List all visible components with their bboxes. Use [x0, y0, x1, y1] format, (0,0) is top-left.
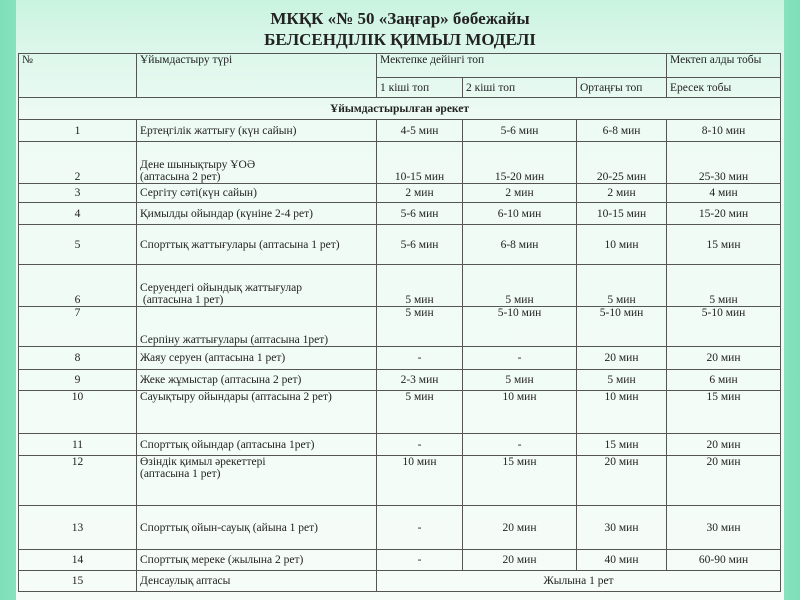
row-number: 11: [19, 434, 137, 456]
row-value-group-2: -: [463, 347, 577, 370]
header-number: №: [19, 54, 137, 98]
table-row: [19, 506, 781, 550]
row-number: 1: [19, 120, 137, 142]
header-group-4: Ересек тобы: [667, 78, 781, 98]
row-value-group-4: 30 мин: [667, 506, 781, 550]
row-value-group-4: 20 мин: [667, 456, 781, 506]
row-value-group-1: -: [377, 506, 463, 550]
row-value-group-1: 10 мин: [377, 456, 463, 506]
row-activity-line-1: Дене шынықтыру ҰОӘ: [140, 159, 256, 171]
row-value-group-4: 4 мин: [667, 184, 781, 203]
row-number: 4: [19, 203, 137, 225]
row-activity: [137, 370, 377, 391]
header-preschool: Мектепке дейінгі топ: [377, 54, 667, 78]
row-value-group-2: 20 мин: [463, 550, 577, 571]
row-value-group-4: 25-30 мин: [667, 142, 781, 184]
row-value-group-3: 10 мин: [577, 225, 667, 265]
row-value-group-3: 20 мин: [577, 347, 667, 370]
row-activity: Денсаулық аптасы: [137, 571, 377, 592]
row-value-group-3: 5 мин: [577, 265, 667, 307]
table-row: [19, 120, 781, 142]
header-group-3: Ортаңғы топ: [577, 78, 667, 98]
row-activity: [137, 434, 377, 456]
row-value-group-4: 8-10 мин: [667, 120, 781, 142]
table-row: [19, 456, 781, 506]
row-activity-line-1: Серпіну жаттығулары (аптасына 1рет): [140, 334, 329, 346]
row-activity: [137, 391, 377, 434]
row-value-group-4: 15 мин: [667, 391, 781, 434]
row-value-group-4: 20 мин: [667, 434, 781, 456]
row-number: 15: [19, 571, 137, 592]
row-activity-line-1: Өзіндік қимыл әрекеттері: [140, 456, 266, 468]
row-value-group-3: 10 мин: [577, 391, 667, 434]
row-activity-line-1: Ертеңгілік жаттығу (күн сайын): [140, 124, 297, 137]
table-row: [19, 391, 781, 434]
row-activity-line-1: Сауықтыру ойындары (аптасына 2 рет): [140, 391, 332, 403]
row-value-group-4: 6 мин: [667, 370, 781, 391]
table-row: [19, 265, 781, 307]
row-number: 5: [19, 225, 137, 265]
row-activity-line-1: Жаяу серуен (аптасына 1 рет): [140, 352, 286, 364]
row-number: 8: [19, 347, 137, 370]
row-value-group-4: 5 мин: [667, 265, 781, 307]
row-value-group-3: 30 мин: [577, 506, 667, 550]
row-value-group-2: 5 мин: [463, 265, 577, 307]
row-value-group-2: 20 мин: [463, 506, 577, 550]
row-value-group-3: 6-8 мин: [577, 120, 667, 142]
row-number: 13: [19, 506, 137, 550]
row-activity-line-1: Спорттық ойындар (аптасына 1рет): [140, 438, 315, 451]
row-value-group-4: 20 мин: [667, 347, 781, 370]
row-value-group-4: 5-10 мин: [667, 307, 781, 347]
row-value-group-1: 5 мин: [377, 391, 463, 434]
row-value-group-2: 6-8 мин: [463, 225, 577, 265]
row-value-group-2: 15 мин: [463, 456, 577, 506]
row-value-group-1: 5-6 мин: [377, 203, 463, 225]
header-group-1: 1 кіші топ: [377, 78, 463, 98]
row-number: 12: [19, 456, 137, 506]
row-value-group-2: 5-10 мин: [463, 307, 577, 347]
row-number: 6: [19, 265, 137, 307]
row-value-group-3: 15 мин: [577, 434, 667, 456]
section-row: [19, 98, 781, 120]
row-value-group-4: 15-20 мин: [667, 203, 781, 225]
row-value-group-3: 20-25 мин: [577, 142, 667, 184]
header-school-prep: Мектеп алды тобы: [667, 54, 781, 78]
table-row: [19, 347, 781, 370]
table-row: [19, 184, 781, 203]
row-value-group-2: 5 мин: [463, 370, 577, 391]
row-value-group-3: 10-15 мин: [577, 203, 667, 225]
table-row: [19, 370, 781, 391]
row-value-group-1: 2-3 мин: [377, 370, 463, 391]
row-value-group-2: 10 мин: [463, 391, 577, 434]
section-title: Ұйымдастырылған әрекет: [19, 98, 781, 120]
header-row-1: [19, 54, 781, 78]
row-activity-line-2: (аптасына 2 рет): [140, 171, 221, 183]
row-activity: [137, 456, 377, 506]
row-value-group-3: 2 мин: [577, 184, 667, 203]
row-activity: [137, 265, 377, 307]
row-value-group-3: 40 мин: [577, 550, 667, 571]
table-row: [19, 225, 781, 265]
table-row: [19, 307, 781, 347]
row-value-group-1: 5 мин: [377, 265, 463, 307]
row-value-group-1: -: [377, 347, 463, 370]
row-value-group-1: 4-5 мин: [377, 120, 463, 142]
activity-model-table: [18, 53, 781, 592]
row-value-group-4: 15 мин: [667, 225, 781, 265]
row-activity-line-1: Серуендегі ойындық жаттығулар: [140, 282, 303, 294]
row-activity: [137, 307, 377, 347]
row-activity: [137, 506, 377, 550]
row-value-group-3: 5 мин: [577, 370, 667, 391]
row-activity: [137, 184, 377, 203]
table-row: [19, 434, 781, 456]
row-value-group-1: 10-15 мин: [377, 142, 463, 184]
row-number: 3: [19, 184, 137, 203]
row-activity: [137, 347, 377, 370]
document-subtitle: БЕЛСЕНДІЛІК ҚИМЫЛ МОДЕЛІ: [264, 30, 536, 49]
row-number: 14: [19, 550, 137, 571]
row-value-group-2: -: [463, 434, 577, 456]
row-number: 2: [19, 142, 137, 184]
table-row: [19, 571, 781, 592]
row-activity-line-1: Спорттық мереке (жылына 2 рет): [140, 554, 304, 566]
row-value-group-3: 20 мин: [577, 456, 667, 506]
table-row: [19, 550, 781, 571]
row-activity: [137, 203, 377, 225]
row-value-group-1: -: [377, 434, 463, 456]
document-title: МКҚК «№ 50 «Заңғар» бөбежайы: [270, 9, 530, 28]
row-number: 10: [19, 391, 137, 434]
row-activity-line-1: Жеке жұмыстар (аптасына 2 рет): [140, 374, 302, 386]
row-activity-line-2: (аптасына 1 рет): [140, 468, 221, 480]
row-activity-line-1: Спорттық ойын-сауық (айына 1 рет): [140, 521, 319, 534]
row-activity: [137, 120, 377, 142]
row-value-group-1: 5 мин: [377, 307, 463, 347]
row-value-group-2: 15-20 мин: [463, 142, 577, 184]
header-type: Ұйымдастыру түрі: [137, 54, 377, 98]
row-activity-line-1: Сергіту сәті(күн сайын): [140, 187, 257, 199]
header-group-2: 2 кіші топ: [463, 78, 577, 98]
row-value-merged: Жылына 1 рет: [377, 571, 781, 592]
table-row: [19, 203, 781, 225]
row-value-group-1: -: [377, 550, 463, 571]
row-number: 7: [19, 307, 137, 347]
row-activity-line-2: (аптасына 1 рет): [140, 294, 224, 306]
row-value-group-2: 6-10 мин: [463, 203, 577, 225]
row-value-group-1: 5-6 мин: [377, 225, 463, 265]
row-value-group-4: 60-90 мин: [667, 550, 781, 571]
row-activity-line-1: Спорттық жаттығулары (аптасына 1 рет): [140, 238, 340, 251]
row-value-group-2: 5-6 мин: [463, 120, 577, 142]
table-row: [19, 142, 781, 184]
row-activity-line-1: Қимылды ойындар (күніне 2-4 рет): [140, 207, 313, 220]
row-value-group-2: 2 мин: [463, 184, 577, 203]
row-value-group-1: 2 мин: [377, 184, 463, 203]
row-value-group-3: 5-10 мин: [577, 307, 667, 347]
row-activity: [137, 142, 377, 184]
row-number: 9: [19, 370, 137, 391]
row-activity: [137, 225, 377, 265]
row-activity: [137, 550, 377, 571]
